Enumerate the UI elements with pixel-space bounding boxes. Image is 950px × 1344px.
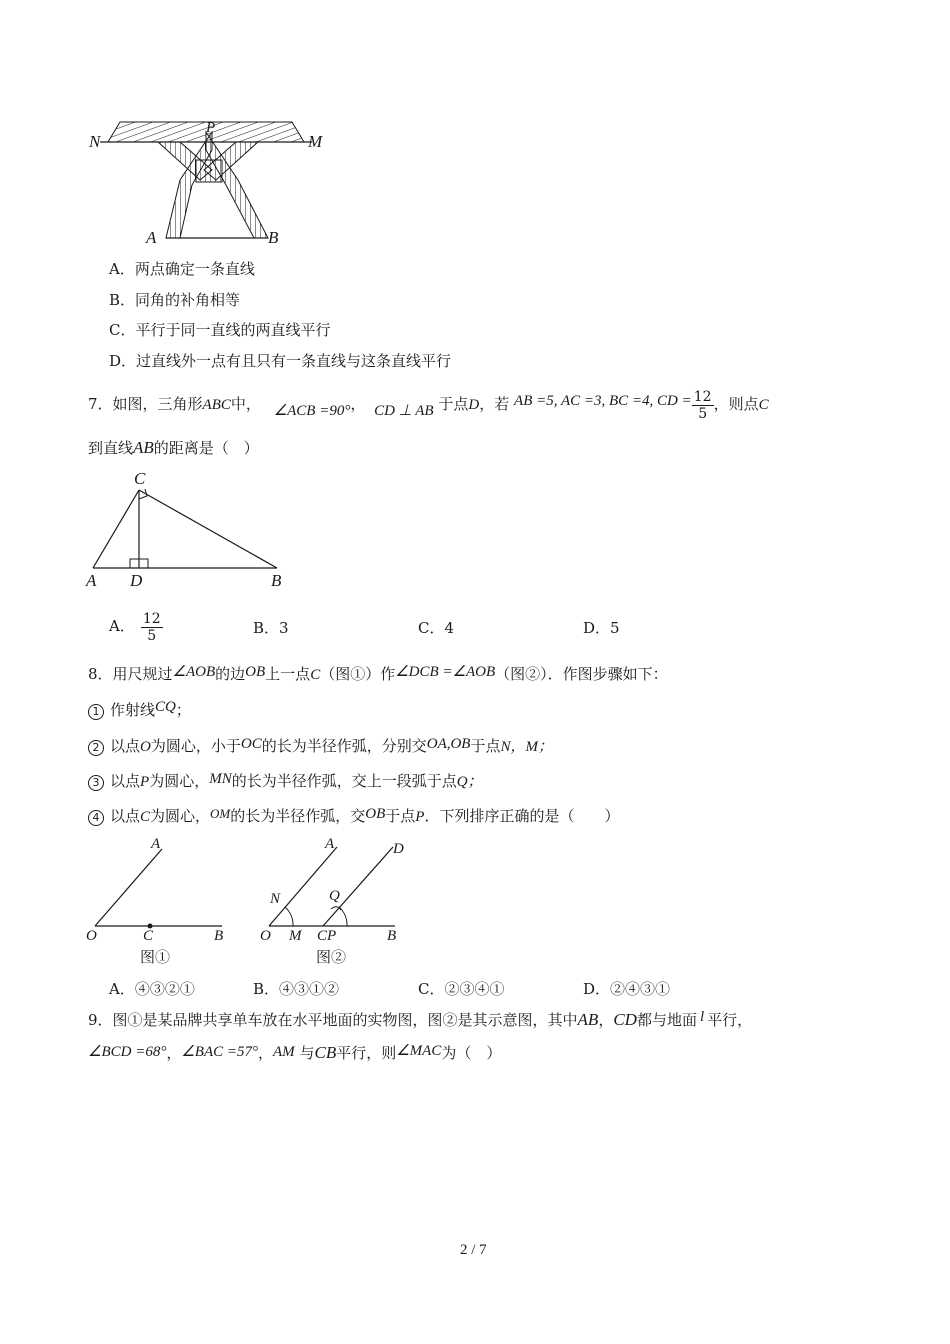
q8-step-4-c: 的长为半径作弧，交 <box>230 807 366 825</box>
q8-l1-angle: ∠AOB <box>172 664 216 680</box>
q8-option-d-text: ②④③① <box>610 980 671 998</box>
q7-prefix: 7．如图，三角形 <box>88 395 203 413</box>
q8-fig1-caption: 图① <box>140 948 171 966</box>
q9-l2-bac: ∠BAC =57° <box>181 1044 258 1060</box>
q8-step-2-pts: N，M； <box>500 739 554 755</box>
q7-perp: CD ⊥ AB <box>374 403 434 419</box>
q8-l1-e: （图②）．作图步骤如下： <box>495 665 668 683</box>
figure-q7 <box>80 468 300 593</box>
q9-l1-c: 平行， <box>707 1011 753 1029</box>
q7-mid2: 于点 <box>438 395 469 413</box>
q7-option-b <box>253 618 289 638</box>
q8-fig2-label-d: D <box>393 841 404 857</box>
figure-q7-drawing <box>80 468 300 593</box>
q7-opt-a-num: 12 <box>142 610 161 627</box>
q8-option-c-text: ②③④① <box>444 980 505 998</box>
q8-step-4-c-point: C <box>140 809 151 825</box>
q9-l1-b: 都与地面 <box>636 1011 697 1029</box>
q8-step-4 <box>88 806 619 827</box>
q8-option-b-text: ④③①② <box>279 980 340 998</box>
q8-step-4-p: P <box>415 809 425 825</box>
q8-step-3-c: 的长为半径作弧，交上一段弧于点 <box>231 772 457 790</box>
q7-given: AB =5, AC =3, BC =4, CD = <box>514 393 692 409</box>
q8-step-4-number: 4 <box>88 810 104 826</box>
q7-line2-prefix: 到直线 <box>88 439 134 457</box>
q8-step-4-b: 为圆心， <box>150 807 211 825</box>
q7-fig-label-a: A <box>86 571 97 590</box>
q6-option-b-text: 同角的补角相等 <box>135 291 241 309</box>
figure-q6 <box>80 110 340 255</box>
q9-l2-b: ， <box>258 1044 274 1062</box>
q8-l1-c: 上一点 <box>265 665 311 683</box>
q8-step-2-a: 以点 <box>110 737 141 755</box>
q8-option-c-letter: C． <box>418 980 445 998</box>
q9-l1-cd: CD <box>613 1010 637 1029</box>
q9-l2-d: 平行，则 <box>336 1044 397 1062</box>
q8-step-3-q: Q； <box>456 774 483 790</box>
label-N: N <box>89 132 101 151</box>
q8-option-d <box>583 979 670 999</box>
q6-option-d-letter: D． <box>109 352 137 370</box>
q7-triangle: ABC <box>202 397 231 413</box>
q7-option-b-text: 3 <box>279 619 289 637</box>
label-B: B <box>268 228 279 247</box>
q7-point-d: D <box>468 397 480 413</box>
q8-step-4-ob: OB <box>365 806 386 822</box>
q8-step-3-p: P <box>140 774 150 790</box>
q8-l1-a: 8．用尺规过 <box>88 665 173 683</box>
q8-l1-point-c: C <box>310 667 321 683</box>
label-A: A <box>146 228 157 247</box>
q7-line2-ab: AB <box>133 438 154 457</box>
q8-step-3-number: 3 <box>88 775 104 791</box>
q6-option-a-letter: A． <box>109 260 135 278</box>
q9-l1-l: l <box>699 1009 705 1025</box>
q6-option-c-text: 平行于同一直线的两直线平行 <box>135 321 331 339</box>
q6-option-d <box>109 351 451 371</box>
q7-angle: ∠ACB =90° <box>273 403 351 419</box>
q8-l1-b: 的边 <box>215 665 246 683</box>
q8-option-c <box>418 979 505 999</box>
q7-fig-label-d: D <box>130 571 143 590</box>
q6-option-d-text: 过直线外一点有且只有一条直线与这条直线平行 <box>136 352 452 370</box>
q8-option-a-text: ④③②① <box>134 980 195 998</box>
q8-step-1-ray: CQ <box>155 699 176 715</box>
q8-line1 <box>88 664 668 685</box>
q6-option-c-letter: C． <box>109 321 136 339</box>
q7-line2-suffix: 的距离是（ ） <box>153 439 259 457</box>
q9-l2-e: 为（ ） <box>441 1044 502 1062</box>
q8-fig2-label-m: M <box>289 928 302 944</box>
label-P: P <box>206 120 216 136</box>
q8-step-4-d: 于点 <box>385 807 416 825</box>
q8-option-d-letter: D． <box>583 980 611 998</box>
q7-opt-a-den: 5 <box>147 627 157 644</box>
q7-option-d <box>583 618 620 638</box>
q8-fig2-label-cp: CP <box>317 928 337 944</box>
q7-fig-label-b: B <box>271 571 282 590</box>
q9-l1-a: 9．图①是某品牌共享单车放在水平地面的实物图，图②是其示意图，其中 <box>88 1011 578 1029</box>
q8-step-3 <box>88 771 483 792</box>
q8-step-3-mn: MN <box>209 771 232 787</box>
q8-fig1-label-a: A <box>151 836 161 852</box>
q8-step-2-c: 的长为半径作弧，分别交 <box>261 737 427 755</box>
q7-mid3: ，若 <box>479 395 510 413</box>
q7-point-c: C <box>758 397 769 413</box>
q8-option-b-letter: B． <box>253 980 280 998</box>
q8-l1-ob: OB <box>245 664 266 680</box>
q7-option-a <box>109 606 163 646</box>
q9-l2-mac: ∠MAC <box>396 1043 442 1059</box>
q8-step-2-number: 2 <box>88 740 104 756</box>
q7-option-d-letter: D． <box>583 619 611 637</box>
q9-l2-am: AM <box>273 1044 295 1060</box>
q6-option-b <box>109 290 240 310</box>
q8-fig2-label-b: B <box>387 928 397 944</box>
q8-step-1 <box>88 700 191 721</box>
q8-fig2-label-o: O <box>260 928 271 944</box>
q8-option-a-letter: A． <box>109 980 135 998</box>
q7-option-c-letter: C． <box>418 619 445 637</box>
q8-step-3-b: 为圆心， <box>149 772 210 790</box>
q8-fig2-caption: 图② <box>316 948 347 966</box>
q8-step-1-b: ； <box>175 701 191 719</box>
q7-option-c-text: 4 <box>444 619 455 637</box>
q7-sep: ， <box>350 395 366 413</box>
q8-fig2-label-q: Q <box>329 888 340 904</box>
q7-option-b-letter: B． <box>253 619 280 637</box>
q7-option-a-letter: A． <box>109 617 135 635</box>
q8-step-4-a: 以点 <box>110 807 141 825</box>
q8-step-1-number: 1 <box>88 704 104 720</box>
q7-fig-label-c: C <box>134 469 146 488</box>
q7-line2 <box>88 438 259 458</box>
q6-option-a <box>109 259 255 279</box>
q6-option-b-letter: B． <box>109 291 136 309</box>
q7-cd-fraction <box>692 389 714 422</box>
q8-fig2-label-a: A <box>325 836 335 852</box>
q8-step-2-d: 于点 <box>470 737 501 755</box>
q7-option-a-fraction <box>141 611 163 644</box>
q9-l2-cb: CB <box>314 1043 337 1062</box>
q8-step-2-b: 为圆心，小于 <box>150 737 241 755</box>
q8-fig1-label-c: C <box>143 928 154 944</box>
q7-option-d-text: 5 <box>610 619 620 637</box>
q6-option-a-text: 两点确定一条直线 <box>134 260 255 278</box>
q8-step-1-a: 作射线 <box>110 701 156 719</box>
q8-fig1-label-o: O <box>86 928 97 944</box>
q9-l1-ab: AB <box>577 1010 599 1029</box>
q8-step-3-a: 以点 <box>110 772 141 790</box>
q8-l1-eq: ∠DCB =∠AOB <box>395 664 496 680</box>
q7-option-c <box>418 618 454 638</box>
q8-step-2 <box>88 736 553 757</box>
q9-l2-c: 与 <box>299 1044 315 1062</box>
q8-step-2-oc: OC <box>240 736 262 752</box>
q7-frac-den: 5 <box>698 405 708 422</box>
q9-line2 <box>88 1043 501 1064</box>
figure-q8-1 <box>80 834 240 969</box>
q8-l1-d: （图①）作 <box>320 665 396 683</box>
q8-fig2-label-n: N <box>270 891 281 907</box>
q7-suffix: ，则点 <box>713 395 759 413</box>
q9-l2-bcd: ∠BCD =68° <box>88 1044 167 1060</box>
q9-l1-comma: ， <box>598 1011 614 1029</box>
q8-step-4-om: OM <box>210 806 231 821</box>
figure-q8-2-drawing <box>255 834 415 934</box>
page-number: 2 / 7 <box>460 1242 487 1258</box>
q7-frac-num: 12 <box>693 388 712 405</box>
figure-q8-2 <box>255 834 415 969</box>
label-M: M <box>308 132 323 151</box>
q8-option-b <box>253 979 339 999</box>
q8-option-a <box>109 979 195 999</box>
q7-line1 <box>88 384 769 424</box>
q9-line1 <box>88 1010 752 1031</box>
q8-step-2-oa-ob: OA,OB <box>426 736 471 752</box>
q8-fig1-label-b: B <box>214 928 224 944</box>
q7-mid1: 中， <box>230 395 261 413</box>
q8-step-2-o: O <box>140 739 151 755</box>
q8-step-4-e: ．下列排序正确的是（ ） <box>424 807 620 825</box>
q6-option-c <box>109 320 331 340</box>
q9-l2-a: ， <box>166 1044 182 1062</box>
